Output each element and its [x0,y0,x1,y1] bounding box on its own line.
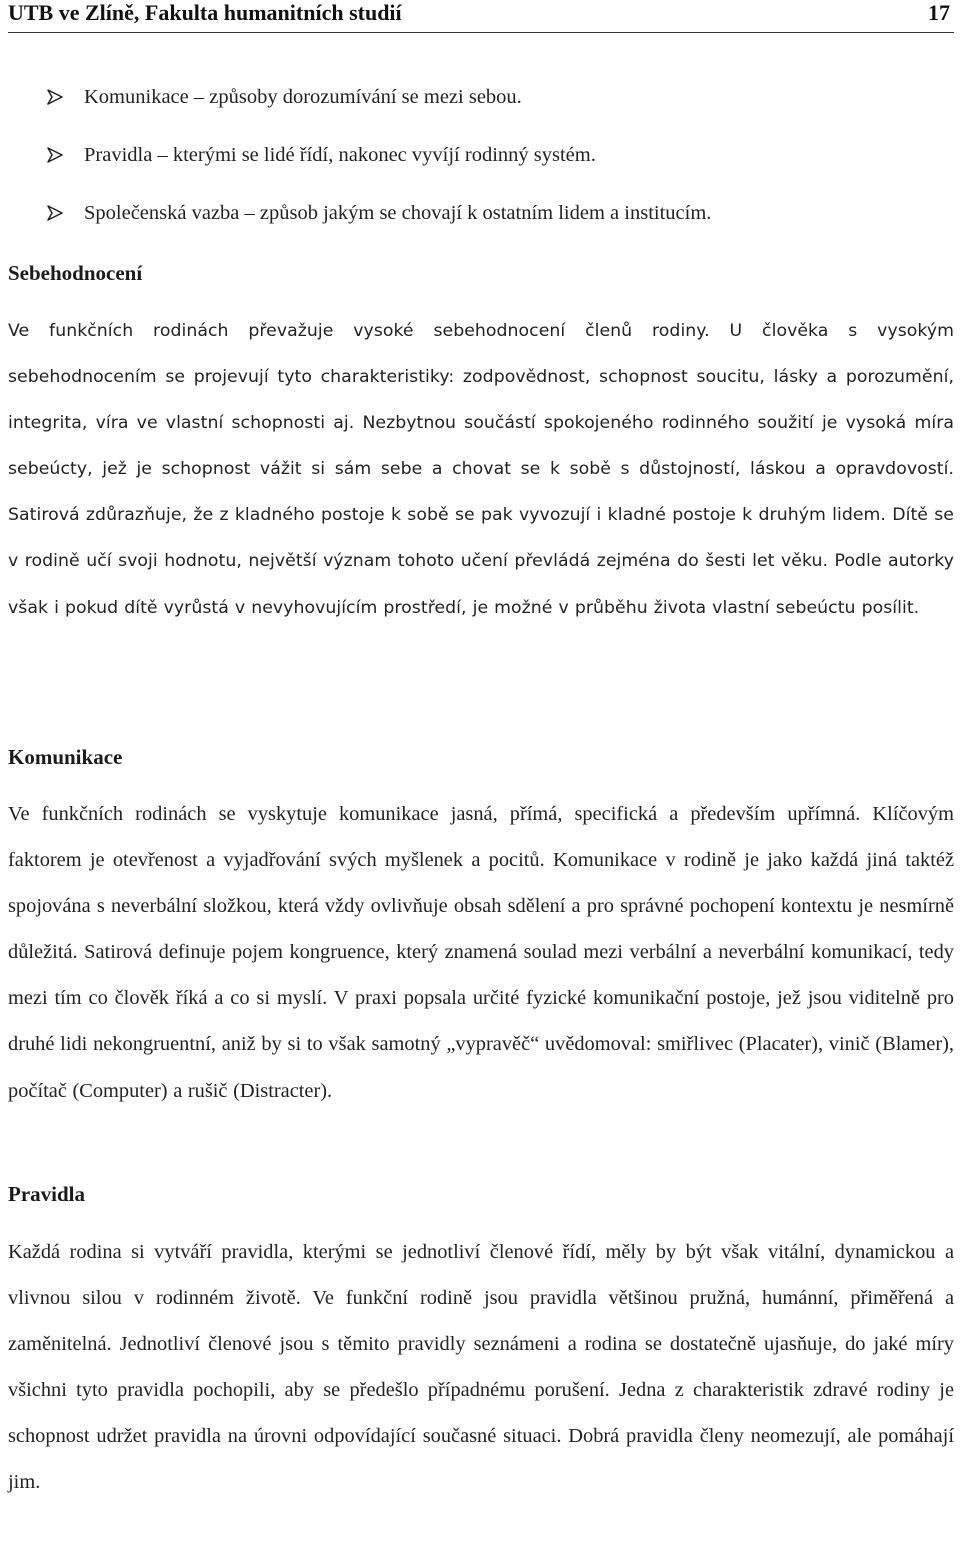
list-item [0,192,960,250]
list-item-text: Komunikace – způsoby dorozumívání se mezi sebou. [84,86,522,108]
list-item-text: Pravidla – kterými se lidé řídí, nakonec vyvíjí rodinný systém. [84,144,596,166]
list-item [0,76,960,134]
section-paragraph-sebehodnoceni: Ve funkčních rodinách převažuje vysoké sebehodnocení členů rodiny. U člověka s vysokým sebehodnocením se projevují tyto charakteristiky: zodpovědnost, schopnost soucitu, lásky a porozumění, integrita, víra ve vlastní schopnosti aj. Nezbytnou součástí spokojeného rodinného soužití je vysoká míra sebeúcty, jež je schopnost vážit si sám sebe a chovat se k sobě s důstojností, láskou a opravdovostí. Satirová zdůrazňuje, že z kladného postoje k sobě se pak vyvozují i kladné postoje k druhým lidem. Dítě se v rodině učí svoji hodnotu, největší význam tohoto učení převládá zejména do šesti let věku. Podle autorky však i pokud dítě vyrůstá v nevyhovujícím prostředí, je možné v průběhu života vlastní sebeúctu posílit. [8,321,954,618]
section-heading-pravidla: Pravidla [8,1182,85,1206]
section-heading-sebehodnoceni: Sebehodnocení [8,261,143,285]
bullet-list [0,76,960,250]
list-item [0,134,960,192]
page-number: 17 [928,0,950,25]
arrowhead-bullet-icon [44,76,66,118]
page-header [8,0,954,33]
arrowhead-bullet-icon [44,192,66,234]
arrowhead-bullet-icon [44,134,66,176]
header-title: UTB ve Zlíně, Fakulta humanitních studií [8,0,402,25]
section-heading-komunikace: Komunikace [8,745,123,769]
section-paragraph-komunikace: Ve funkčních rodinách se vyskytuje komunikace jasná, přímá, specifická a především upřímná. Klíčovým faktorem je otevřenost a vyjadřování svých myšlenek a pocitů. Komunikace v rodině je jako každá jiná taktéž spojována s neverbální složkou, která vždy ovlivňuje obsah sdělení a pro správné pochopení kontextu je nesmírně důležitá. Satirová definuje pojem kongruence, který znamená soulad mezi verbální a neverbální komunikací, tedy mezi tím co člověk říká a co si myslí. V praxi popsala určité fyzické komunikační postoje, jež jsou viditelně pro druhé lidi nekongruentní, aniž by si to však samotný „vypravěč“ uvědomoval: smiřlivec (Placater), vinič (Blamer), počítač (Computer) a rušič (Distracter). [8,803,954,1102]
list-item-text: Společenská vazba – způsob jakým se chovají k ostatním lidem a institucím. [84,202,712,224]
section-paragraph-pravidla: Každá rodina si vytváří pravidla, kterými se jednotliví členové řídí, měly by být však vitální, dynamickou a vlivnou silou v rodinném životě. Ve funkční rodině jsou pravidla většinou pružná, humánní, přiměřená a zaměnitelná. Jednotliví členové jsou s těmito pravidly seznámeni a rodina se dostatečně ujasňuje, do jaké míry všichni tyto pravidla pochopili, aby se předešlo případnému porušení. Jedna z charakteristik zdravé rodiny je schopnost udržet pravidla na úrovni odpovídající současné situaci. Dobrá pravidla členy neomezují, ale pomáhají jim. [8,1241,954,1494]
